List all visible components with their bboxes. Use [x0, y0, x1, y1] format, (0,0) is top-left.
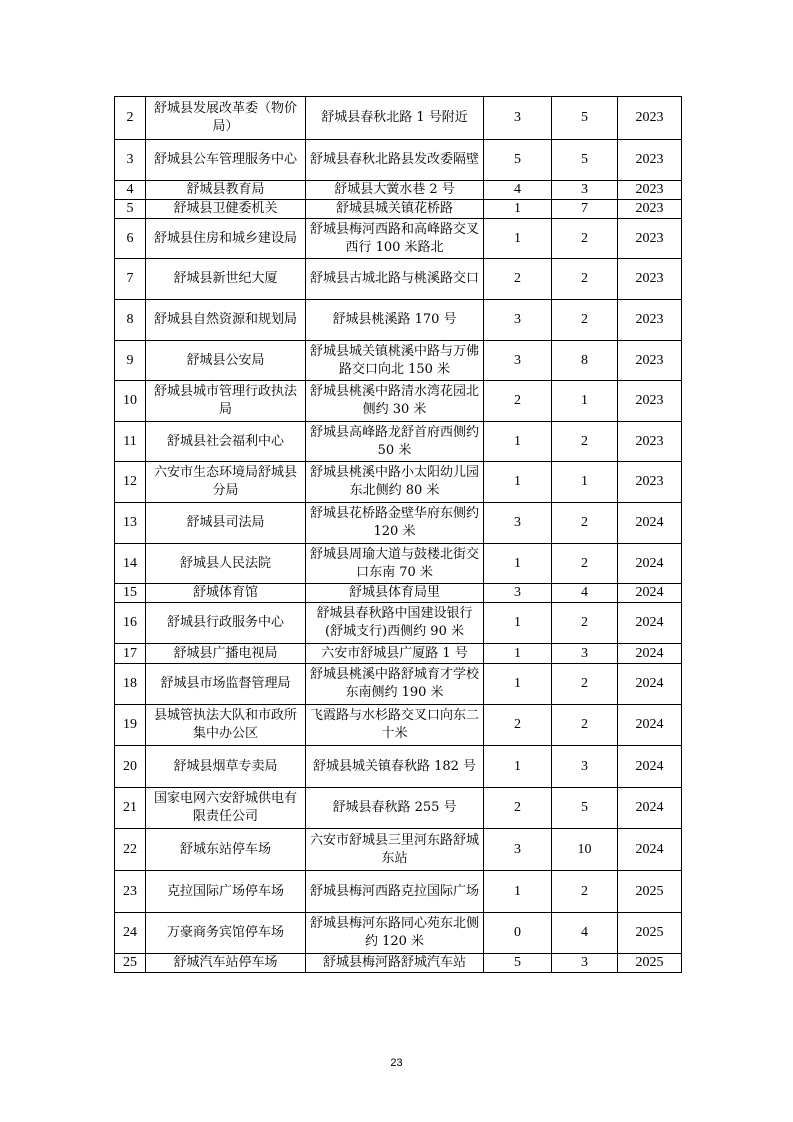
quantity-a-cell: 3: [484, 829, 552, 871]
row-number-cell: 7: [115, 259, 146, 300]
year-cell: 2024: [618, 664, 682, 705]
year-cell: 2023: [618, 140, 682, 181]
location-cell: 舒城县梅河西路和高峰路交叉西行 100 米路北: [306, 219, 484, 259]
row-number-cell: 3: [115, 140, 146, 181]
year-cell: 2023: [618, 462, 682, 503]
location-cell: 舒城县春秋路中国建设银行(舒城支行)西侧约 90 米: [306, 603, 484, 644]
unit-name-cell: 六安市生态环境局舒城县分局: [146, 462, 306, 503]
quantity-a-cell: 3: [484, 300, 552, 341]
location-cell: 六安市舒城县广厦路 1 号: [306, 644, 484, 664]
table-row: [115, 97, 682, 140]
location-cell: 舒城县春秋路 255 号: [306, 788, 484, 829]
year-cell: 2023: [618, 381, 682, 422]
quantity-b-cell: 3: [552, 746, 618, 788]
quantity-a-cell: 3: [484, 341, 552, 381]
unit-name-cell: 舒城县卫健委机关: [146, 200, 306, 219]
table-body: [115, 97, 682, 973]
table-row: [115, 259, 682, 300]
year-cell: 2024: [618, 788, 682, 829]
row-number-cell: 5: [115, 200, 146, 219]
location-cell: 舒城县春秋北路县发改委隔壁: [306, 140, 484, 181]
quantity-a-cell: 0: [484, 913, 552, 954]
quantity-b-cell: 2: [552, 871, 618, 913]
unit-name-cell: 国家电网六安舒城供电有限责任公司: [146, 788, 306, 829]
table-row: [115, 829, 682, 871]
location-cell: 舒城县城关镇桃溪中路与万佛路交口向北 150 米: [306, 341, 484, 381]
location-cell: 舒城县桃溪中路舒城育才学校东南侧约 190 米: [306, 664, 484, 705]
year-cell: 2023: [618, 259, 682, 300]
year-cell: 2023: [618, 181, 682, 200]
quantity-b-cell: 1: [552, 462, 618, 503]
quantity-b-cell: 4: [552, 913, 618, 954]
quantity-a-cell: 3: [484, 97, 552, 140]
unit-name-cell: 舒城县公车管理服务中心: [146, 140, 306, 181]
unit-name-cell: 舒城体育馆: [146, 584, 306, 603]
location-cell: 舒城县高峰路龙舒首府西侧约 50 米: [306, 422, 484, 462]
year-cell: 2024: [618, 644, 682, 664]
quantity-b-cell: 5: [552, 97, 618, 140]
quantity-a-cell: 1: [484, 603, 552, 644]
quantity-a-cell: 4: [484, 181, 552, 200]
row-number-cell: 2: [115, 97, 146, 140]
quantity-b-cell: 5: [552, 140, 618, 181]
year-cell: 2024: [618, 829, 682, 871]
quantity-a-cell: 1: [484, 544, 552, 584]
row-number-cell: 18: [115, 664, 146, 705]
location-cell: 舒城县梅河路舒城汽车站: [306, 954, 484, 973]
row-number-cell: 21: [115, 788, 146, 829]
location-cell: 飞霞路与水杉路交叉口向东二十米: [306, 705, 484, 746]
page-number: 23: [390, 1057, 403, 1069]
row-number-cell: 4: [115, 181, 146, 200]
year-cell: 2023: [618, 219, 682, 259]
quantity-a-cell: 1: [484, 422, 552, 462]
table-row: [115, 381, 682, 422]
data-table: [114, 96, 682, 973]
quantity-a-cell: 1: [484, 200, 552, 219]
unit-name-cell: 舒城县自然资源和规划局: [146, 300, 306, 341]
quantity-a-cell: 1: [484, 871, 552, 913]
location-cell: 舒城县体育局里: [306, 584, 484, 603]
location-cell: 舒城县花桥路金壁华府东侧约 120 米: [306, 503, 484, 544]
unit-name-cell: 舒城县人民法院: [146, 544, 306, 584]
row-number-cell: 6: [115, 219, 146, 259]
location-cell: 舒城县春秋北路 1 号附近: [306, 97, 484, 140]
year-cell: 2025: [618, 871, 682, 913]
table-row: [115, 788, 682, 829]
table-row: [115, 503, 682, 544]
year-cell: 2024: [618, 503, 682, 544]
quantity-b-cell: 10: [552, 829, 618, 871]
year-cell: 2023: [618, 97, 682, 140]
table-row: [115, 300, 682, 341]
quantity-b-cell: 2: [552, 259, 618, 300]
table-row: [115, 913, 682, 954]
quantity-a-cell: 1: [484, 644, 552, 664]
row-number-cell: 20: [115, 746, 146, 788]
location-cell: 舒城县古城北路与桃溪路交口: [306, 259, 484, 300]
row-number-cell: 19: [115, 705, 146, 746]
table-row: [115, 462, 682, 503]
quantity-a-cell: 2: [484, 705, 552, 746]
unit-name-cell: 舒城县市场监督管理局: [146, 664, 306, 705]
table-row: [115, 664, 682, 705]
unit-name-cell: 舒城汽车站停车场: [146, 954, 306, 973]
location-cell: 舒城县桃溪中路清水湾花园北侧约 30 米: [306, 381, 484, 422]
location-cell: 舒城县梅河西路克拉国际广场: [306, 871, 484, 913]
table-row: [115, 544, 682, 584]
quantity-a-cell: 5: [484, 954, 552, 973]
quantity-b-cell: 2: [552, 422, 618, 462]
year-cell: 2023: [618, 300, 682, 341]
location-cell: 舒城县大黉水巷 2 号: [306, 181, 484, 200]
quantity-a-cell: 2: [484, 381, 552, 422]
quantity-b-cell: 2: [552, 664, 618, 705]
quantity-a-cell: 1: [484, 664, 552, 705]
quantity-b-cell: 2: [552, 603, 618, 644]
year-cell: 2024: [618, 705, 682, 746]
row-number-cell: 24: [115, 913, 146, 954]
table-row: [115, 200, 682, 219]
quantity-b-cell: 2: [552, 705, 618, 746]
location-cell: 舒城县周瑜大道与鼓楼北街交口东南 70 米: [306, 544, 484, 584]
row-number-cell: 9: [115, 341, 146, 381]
unit-name-cell: 舒城县住房和城乡建设局: [146, 219, 306, 259]
row-number-cell: 12: [115, 462, 146, 503]
row-number-cell: 8: [115, 300, 146, 341]
year-cell: 2023: [618, 422, 682, 462]
table-row: [115, 584, 682, 603]
quantity-b-cell: 2: [552, 503, 618, 544]
row-number-cell: 17: [115, 644, 146, 664]
quantity-b-cell: 3: [552, 181, 618, 200]
table-row: [115, 746, 682, 788]
quantity-b-cell: 2: [552, 300, 618, 341]
quantity-a-cell: 2: [484, 788, 552, 829]
row-number-cell: 15: [115, 584, 146, 603]
year-cell: 2024: [618, 544, 682, 584]
table-row: [115, 181, 682, 200]
quantity-b-cell: 3: [552, 954, 618, 973]
table-row: [115, 871, 682, 913]
unit-name-cell: 舒城县城市管理行政执法局: [146, 381, 306, 422]
quantity-a-cell: 1: [484, 219, 552, 259]
location-cell: 舒城县梅河东路同心苑东北侧约 120 米: [306, 913, 484, 954]
unit-name-cell: 舒城县行政服务中心: [146, 603, 306, 644]
table-row: [115, 422, 682, 462]
row-number-cell: 11: [115, 422, 146, 462]
quantity-b-cell: 3: [552, 644, 618, 664]
location-cell: 舒城县桃溪路 170 号: [306, 300, 484, 341]
unit-name-cell: 县城管执法大队和市政所集中办公区: [146, 705, 306, 746]
year-cell: 2023: [618, 200, 682, 219]
year-cell: 2024: [618, 603, 682, 644]
table-row: [115, 644, 682, 664]
unit-name-cell: 舒城县司法局: [146, 503, 306, 544]
table-row: [115, 341, 682, 381]
quantity-b-cell: 1: [552, 381, 618, 422]
quantity-b-cell: 4: [552, 584, 618, 603]
location-cell: 舒城县城关镇春秋路 182 号: [306, 746, 484, 788]
year-cell: 2024: [618, 746, 682, 788]
quantity-b-cell: 2: [552, 544, 618, 584]
quantity-a-cell: 1: [484, 462, 552, 503]
location-cell: 舒城县城关镇花桥路: [306, 200, 484, 219]
quantity-b-cell: 8: [552, 341, 618, 381]
quantity-a-cell: 3: [484, 503, 552, 544]
quantity-b-cell: 5: [552, 788, 618, 829]
unit-name-cell: 舒城县发展改革委（物价局）: [146, 97, 306, 140]
row-number-cell: 22: [115, 829, 146, 871]
unit-name-cell: 克拉国际广场停车场: [146, 871, 306, 913]
year-cell: 2025: [618, 913, 682, 954]
row-number-cell: 23: [115, 871, 146, 913]
unit-name-cell: 舒城县社会福利中心: [146, 422, 306, 462]
quantity-a-cell: 2: [484, 259, 552, 300]
unit-name-cell: 万豪商务宾馆停车场: [146, 913, 306, 954]
year-cell: 2023: [618, 341, 682, 381]
row-number-cell: 14: [115, 544, 146, 584]
row-number-cell: 16: [115, 603, 146, 644]
row-number-cell: 13: [115, 503, 146, 544]
unit-name-cell: 舒城县教育局: [146, 181, 306, 200]
quantity-a-cell: 5: [484, 140, 552, 181]
unit-name-cell: 舒城东站停车场: [146, 829, 306, 871]
table-row: [115, 219, 682, 259]
unit-name-cell: 舒城县公安局: [146, 341, 306, 381]
unit-name-cell: 舒城县新世纪大厦: [146, 259, 306, 300]
year-cell: 2024: [618, 584, 682, 603]
table-row: [115, 705, 682, 746]
location-cell: 六安市舒城县三里河东路舒城东站: [306, 829, 484, 871]
row-number-cell: 25: [115, 954, 146, 973]
table-row: [115, 954, 682, 973]
quantity-b-cell: 7: [552, 200, 618, 219]
table-row: [115, 140, 682, 181]
quantity-a-cell: 3: [484, 584, 552, 603]
quantity-b-cell: 2: [552, 219, 618, 259]
location-cell: 舒城县桃溪中路小太阳幼儿园东北侧约 80 米: [306, 462, 484, 503]
unit-name-cell: 舒城县烟草专卖局: [146, 746, 306, 788]
year-cell: 2025: [618, 954, 682, 973]
row-number-cell: 10: [115, 381, 146, 422]
unit-name-cell: 舒城县广播电视局: [146, 644, 306, 664]
table-row: [115, 603, 682, 644]
quantity-a-cell: 1: [484, 746, 552, 788]
